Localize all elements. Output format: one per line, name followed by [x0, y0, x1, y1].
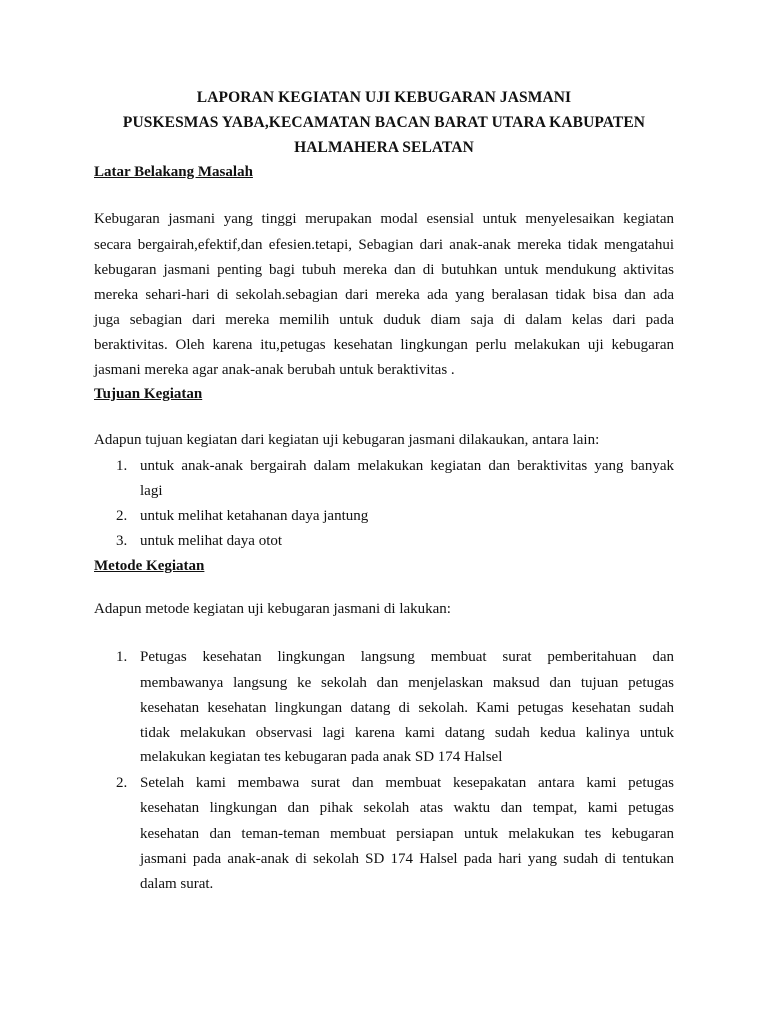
list-item-number: 2.: [116, 508, 128, 524]
document-title-line-3: HALMAHERA SELATAN: [294, 139, 474, 156]
list-item-line: untuk anak-anak bergairah dalam melakukan kegiatan dan beraktivitas yang banyak: [140, 458, 674, 474]
paragraph-line: jasmani mereka agar anak-anak berubah untuk beraktivitas .: [94, 362, 455, 378]
paragraph-line: juga sebagian dari mereka memilih untuk duduk diam saja di dalam kelas dari pada: [94, 312, 674, 328]
section-heading-background: Latar Belakang Masalah: [94, 164, 253, 180]
list-item-line: dalam surat.: [140, 876, 214, 892]
list-item-number: 3.: [116, 533, 128, 549]
section-heading-method: Metode Kegiatan: [94, 558, 205, 574]
paragraph-line: secara bergairah,efektif,dan efesien.tetapi, Sebagian dari anak-anak mereka tidak mengatahui: [94, 237, 674, 253]
list-item-line: Petugas kesehatan lingkungan langsung membuat surat pemberitahuan dan: [140, 649, 674, 665]
section-heading-objectives: Tujuan Kegiatan: [94, 386, 203, 402]
list-item-number: 1.: [116, 458, 128, 474]
list-item-line: tidak melakukan observasi lagi karena kami datang sudah kedua kalinya untuk: [140, 725, 674, 741]
list-item-line: lagi: [140, 483, 163, 499]
list-item-line: kesehatan lingkungan dan pihak sekolah atas waktu dan tempat, kami petugas: [140, 800, 674, 816]
paragraph-line: Kebugaran jasmani yang tinggi merupakan modal esensial untuk menyelesaikan kegiatan: [94, 211, 674, 227]
list-item-line: Setelah kami membawa surat dan membuat kesepakatan antara kami petugas: [140, 775, 674, 791]
list-item-line: kesehatan kesehatan lingkungan datang di sekolah. Kami petugas kesehatan sudah: [140, 700, 674, 716]
method-intro: Adapun metode kegiatan uji kebugaran jasmani di lakukan:: [94, 601, 451, 617]
paragraph-line: mereka sehari-hari di sekolah.sebagian dari mereka ada yang beralasan tidak bisa dan ada: [94, 287, 674, 303]
paragraph-line: kebugaran jasmani penting bagi tubuh mereka dan di butuhkan untuk mendukung aktivitas: [94, 262, 674, 278]
list-item-line: untuk melihat daya otot: [140, 533, 283, 549]
document-title-line-1: LAPORAN KEGIATAN UJI KEBUGARAN JASMANI: [196, 89, 572, 106]
list-item-line: membawanya langsung ke sekolah dan menjelaskan maksud dan tujuan petugas: [140, 675, 674, 691]
list-item-number: 2.: [116, 775, 128, 791]
list-item-line: untuk melihat ketahanan daya jantung: [140, 508, 369, 524]
document-title-line-2: PUSKESMAS YABA,KECAMATAN BACAN BARAT UTARA KABUPATEN: [122, 114, 646, 131]
list-item-line: kesehatan dan teman-teman membuat persiapan untuk melakukan tes kebugaran: [140, 826, 674, 842]
list-item-line: jasmani pada anak-anak di sekolah SD 174 Halsel pada hari yang sudah di tentukan: [140, 851, 674, 867]
objectives-intro: Adapun tujuan kegiatan dari kegiatan uji kebugaran jasmani dilakaukan, antara lain:: [94, 432, 600, 448]
list-item-line: melakukan kegiatan tes kebugaran pada anak SD 174 Halsel: [140, 749, 503, 765]
list-item-number: 1.: [116, 649, 128, 665]
paragraph-line: beraktivitas. Oleh karena itu,petugas kesehatan lingkungan perlu melakukan uji kebugaran: [94, 337, 674, 353]
